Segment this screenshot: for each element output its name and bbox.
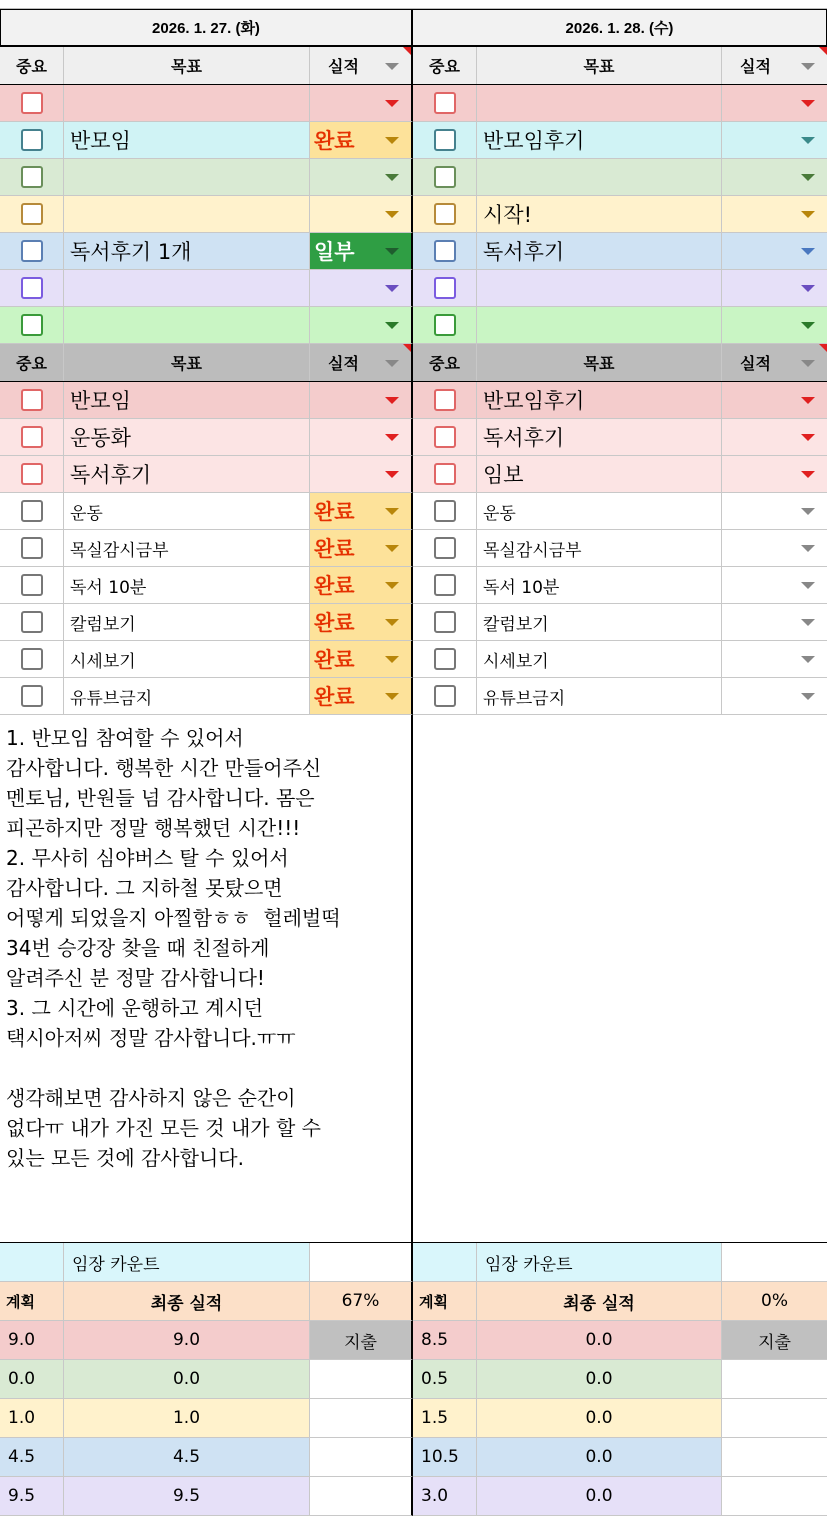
result-dropdown[interactable] xyxy=(310,122,411,158)
count-label: 임장 카운트 xyxy=(477,1243,722,1281)
dropdown-arrow-icon[interactable] xyxy=(385,656,399,663)
final-value: 4.5 xyxy=(64,1438,310,1476)
result-badge: 완료 xyxy=(314,685,355,709)
importance-cell xyxy=(0,678,64,714)
checkbox[interactable] xyxy=(434,92,456,114)
summary-header-row xyxy=(413,1282,827,1321)
top-goal-row xyxy=(0,122,413,159)
checkbox[interactable] xyxy=(434,574,456,596)
importance-cell xyxy=(0,456,64,492)
completion-percent: 0% xyxy=(761,1291,788,1311)
final-value: 1.0 xyxy=(64,1399,310,1437)
result-dropdown[interactable] xyxy=(722,122,827,158)
result-dropdown[interactable] xyxy=(722,493,827,529)
top-goal-row xyxy=(413,122,827,159)
habit-label[interactable]: 유튜브금지 xyxy=(64,678,310,714)
goal-cell[interactable] xyxy=(477,159,722,195)
count-label: 임장 카운트 xyxy=(64,1243,310,1281)
goal-cell[interactable]: 운동화 xyxy=(64,419,310,455)
result-dropdown[interactable] xyxy=(310,159,411,195)
top-goal-row xyxy=(0,159,413,196)
plan-value: 1.5 xyxy=(413,1399,477,1437)
goal-cell[interactable] xyxy=(477,85,722,121)
result-badge: 완료 xyxy=(314,611,355,635)
dropdown-arrow-icon[interactable] xyxy=(801,693,815,700)
result-dropdown[interactable] xyxy=(722,307,827,343)
habit-row xyxy=(0,604,413,641)
dropdown-arrow-icon[interactable] xyxy=(801,545,815,552)
priority-goal-row xyxy=(0,419,413,456)
importance-cell xyxy=(0,85,64,121)
checkbox[interactable] xyxy=(21,240,43,262)
importance-cell xyxy=(0,122,64,158)
count-value xyxy=(310,1243,411,1281)
final-value: 0.0 xyxy=(64,1360,310,1398)
dropdown-arrow-icon[interactable] xyxy=(801,508,815,515)
importance-cell xyxy=(413,196,477,232)
expense-cell xyxy=(722,1360,827,1398)
goal-cell[interactable]: 반모임 xyxy=(64,122,310,158)
summary-row xyxy=(0,1360,413,1399)
day-pane xyxy=(413,0,827,1534)
goal-cell[interactable]: 임보 xyxy=(477,456,722,492)
checkbox[interactable] xyxy=(21,685,43,707)
dropdown-arrow-icon[interactable] xyxy=(801,434,815,441)
expense-label: 지출 xyxy=(722,1321,827,1359)
goal-cell[interactable] xyxy=(64,270,310,306)
comment-marker-icon xyxy=(819,344,827,352)
result-header-label: 실적 xyxy=(328,57,359,76)
goal-cell[interactable]: 시작! xyxy=(477,196,722,232)
habit-label[interactable]: 칼럼보기 xyxy=(477,604,722,640)
checkbox[interactable] xyxy=(434,203,456,225)
result-dropdown[interactable] xyxy=(310,233,411,269)
checkbox[interactable] xyxy=(21,389,43,411)
habit-row xyxy=(0,567,413,604)
importance-cell xyxy=(0,419,64,455)
habit-label[interactable]: 운동 xyxy=(64,493,310,529)
summary-row xyxy=(413,1360,827,1399)
importance-cell xyxy=(0,233,64,269)
checkbox[interactable] xyxy=(21,574,43,596)
top-goal-row xyxy=(413,307,827,344)
result-dropdown[interactable] xyxy=(722,604,827,640)
goal-cell[interactable] xyxy=(64,159,310,195)
importance-cell xyxy=(0,530,64,566)
importance-cell xyxy=(413,419,477,455)
dropdown-arrow-icon[interactable] xyxy=(801,100,815,107)
filter-dropdown-icon[interactable] xyxy=(801,63,815,70)
plan-value: 0.0 xyxy=(0,1360,64,1398)
date-header: 2026. 1. 27. (화) xyxy=(0,9,413,47)
result-dropdown[interactable] xyxy=(722,159,827,195)
dropdown-arrow-icon[interactable] xyxy=(801,137,815,144)
priority-goal-row xyxy=(413,382,827,419)
goal-cell[interactable]: 반모임후기 xyxy=(477,382,722,418)
habit-row xyxy=(413,604,827,641)
checkbox[interactable] xyxy=(21,92,43,114)
checkbox[interactable] xyxy=(434,129,456,151)
checkbox[interactable] xyxy=(434,685,456,707)
summary-row xyxy=(0,1477,413,1516)
expense-cell xyxy=(310,1477,411,1515)
dropdown-arrow-icon[interactable] xyxy=(385,322,399,329)
checkbox[interactable] xyxy=(21,463,43,485)
habit-label[interactable]: 목실감시금부 xyxy=(477,530,722,566)
count-row xyxy=(0,1243,413,1282)
comment-marker-icon xyxy=(403,47,411,55)
expense-cell xyxy=(722,1477,827,1515)
result-dropdown[interactable] xyxy=(310,493,411,529)
plan-value: 9.0 xyxy=(0,1321,64,1359)
importance-cell xyxy=(0,196,64,232)
result-dropdown[interactable] xyxy=(722,270,827,306)
importance-cell xyxy=(413,641,477,677)
top-goal-row xyxy=(413,85,827,122)
importance-header: 중요 xyxy=(0,47,64,84)
final-value: 0.0 xyxy=(477,1438,722,1476)
result-dropdown[interactable] xyxy=(310,641,411,677)
importance-cell xyxy=(413,530,477,566)
gratitude-notes[interactable] xyxy=(413,715,827,1243)
expense-cell xyxy=(310,1438,411,1476)
checkbox[interactable] xyxy=(434,426,456,448)
summary-row xyxy=(413,1399,827,1438)
expense-cell xyxy=(722,1438,827,1476)
goal-cell[interactable]: 반모임후기 xyxy=(477,122,722,158)
habit-row xyxy=(413,567,827,604)
habit-row xyxy=(0,641,413,678)
importance-cell xyxy=(0,307,64,343)
completion-percent: 67% xyxy=(341,1291,380,1311)
result-dropdown[interactable] xyxy=(310,678,411,714)
importance-cell xyxy=(413,122,477,158)
result-badge: 완료 xyxy=(314,648,355,672)
checkbox[interactable] xyxy=(21,277,43,299)
result-dropdown[interactable] xyxy=(310,270,411,306)
filter-dropdown-icon[interactable] xyxy=(385,63,399,70)
result-dropdown[interactable] xyxy=(310,196,411,232)
priority-goal-row xyxy=(413,456,827,493)
result-badge: 완료 xyxy=(314,537,355,561)
day-pane xyxy=(0,0,413,1534)
count-spacer xyxy=(0,1243,64,1281)
habit-label[interactable]: 독서 10분 xyxy=(477,567,722,603)
result-dropdown[interactable] xyxy=(722,530,827,566)
final-value: 0.0 xyxy=(477,1477,722,1515)
importance-cell xyxy=(413,307,477,343)
final-value: 9.5 xyxy=(64,1477,310,1515)
dropdown-arrow-icon[interactable] xyxy=(801,619,815,626)
checkbox[interactable] xyxy=(21,537,43,559)
importance-cell xyxy=(413,382,477,418)
dropdown-arrow-icon[interactable] xyxy=(385,248,399,255)
dropdown-arrow-icon[interactable] xyxy=(385,545,399,552)
plan-value: 9.5 xyxy=(0,1477,64,1515)
summary-row xyxy=(413,1321,827,1360)
final-result-label: 최종 실적 xyxy=(64,1282,310,1320)
goal-cell[interactable] xyxy=(477,270,722,306)
dropdown-arrow-icon[interactable] xyxy=(801,248,815,255)
habit-label[interactable]: 운동 xyxy=(477,493,722,529)
importance-cell xyxy=(413,567,477,603)
result-dropdown[interactable] xyxy=(722,85,827,121)
result-dropdown[interactable] xyxy=(310,604,411,640)
dropdown-arrow-icon[interactable] xyxy=(385,174,399,181)
goal-cell[interactable]: 반모임 xyxy=(64,382,310,418)
importance-cell xyxy=(413,159,477,195)
dropdown-arrow-icon[interactable] xyxy=(801,174,815,181)
checkbox[interactable] xyxy=(21,500,43,522)
top-goal-row xyxy=(0,270,413,307)
checkbox[interactable] xyxy=(434,463,456,485)
dropdown-arrow-icon[interactable] xyxy=(801,397,815,404)
habit-label[interactable]: 시세보기 xyxy=(64,641,310,677)
top-goal-row xyxy=(0,307,413,344)
final-value: 0.0 xyxy=(477,1360,722,1398)
result-header-label: 실적 xyxy=(740,354,771,373)
comment-marker-icon xyxy=(403,344,411,352)
importance-cell xyxy=(0,604,64,640)
goal-cell[interactable] xyxy=(64,196,310,232)
checkbox[interactable] xyxy=(21,203,43,225)
goals-header-row xyxy=(413,344,827,382)
dropdown-arrow-icon[interactable] xyxy=(385,582,399,589)
habit-label[interactable]: 독서 10분 xyxy=(64,567,310,603)
checkbox[interactable] xyxy=(434,648,456,670)
plan-value: 1.0 xyxy=(0,1399,64,1437)
habit-label[interactable]: 목실감시금부 xyxy=(64,530,310,566)
habit-label[interactable]: 시세보기 xyxy=(477,641,722,677)
plan-value: 4.5 xyxy=(0,1438,64,1476)
plan-value: 10.5 xyxy=(413,1438,477,1476)
habit-row xyxy=(0,493,413,530)
importance-cell xyxy=(413,604,477,640)
checkbox[interactable] xyxy=(21,648,43,670)
importance-cell xyxy=(413,456,477,492)
goal-cell[interactable]: 독서후기 1개 xyxy=(64,233,310,269)
dropdown-arrow-icon[interactable] xyxy=(385,285,399,292)
gratitude-notes[interactable]: 1. 반모임 참여할 수 있어서 감사합니다. 행복한 시간 만들어주신 멘토님, 반원들 넘 감사합니다. 몸은 피곤하지만 정말 행복했던 시간!!! 2. 무사히 심야버스 탈 수 있어서 감사합니다. 그 지하철 못탔으면 어떻게 되었을지 아찔함ㅎㅎ 헐레벌떡 34번 승강장 찾을 때 친절하게 알려주신 분 정말 감사합니다! 3. 그 시간에 운행하고 계시던 택시아저씨 정말 감사합니다.ㅠㅠ 생각해보면 감사하지 않은 순간이 없다ㅠ 내가 가진 모든 것 내가 할 수 있는 모든 것에 감사합니다. xyxy=(0,715,413,1243)
count-value xyxy=(722,1243,827,1281)
plan-label: 계획 xyxy=(0,1282,64,1320)
result-badge: 완료 xyxy=(314,500,355,524)
top-goal-row xyxy=(413,159,827,196)
dropdown-arrow-icon[interactable] xyxy=(385,397,399,404)
result-header[interactable] xyxy=(310,344,411,381)
top-goal-row xyxy=(0,196,413,233)
checkbox[interactable] xyxy=(434,166,456,188)
goal-header: 목표 xyxy=(64,47,310,84)
top-goal-row xyxy=(0,85,413,122)
habit-row xyxy=(413,530,827,567)
dropdown-arrow-icon[interactable] xyxy=(385,508,399,515)
result-dropdown[interactable] xyxy=(722,419,827,455)
goal-header: 목표 xyxy=(64,344,310,381)
checkbox[interactable] xyxy=(434,240,456,262)
dropdown-arrow-icon[interactable] xyxy=(385,100,399,107)
importance-cell xyxy=(413,233,477,269)
importance-cell xyxy=(413,493,477,529)
dropdown-arrow-icon[interactable] xyxy=(385,434,399,441)
plan-value: 8.5 xyxy=(413,1321,477,1359)
checkbox[interactable] xyxy=(434,611,456,633)
result-dropdown[interactable] xyxy=(310,419,411,455)
final-value: 9.0 xyxy=(64,1321,310,1359)
result-badge: 완료 xyxy=(314,574,355,598)
goal-cell[interactable]: 독서후기 xyxy=(64,456,310,492)
summary-row xyxy=(0,1438,413,1477)
result-header[interactable] xyxy=(722,344,827,381)
summary-header-row xyxy=(0,1282,413,1321)
checkbox[interactable] xyxy=(434,537,456,559)
result-dropdown[interactable] xyxy=(310,307,411,343)
expense-cell xyxy=(722,1399,827,1437)
goal-header: 목표 xyxy=(477,344,722,381)
dropdown-arrow-icon[interactable] xyxy=(801,285,815,292)
result-header-label: 실적 xyxy=(328,354,359,373)
goal-cell[interactable] xyxy=(64,85,310,121)
result-header[interactable] xyxy=(310,47,411,84)
checkbox[interactable] xyxy=(21,611,43,633)
result-dropdown[interactable] xyxy=(310,456,411,492)
checkbox[interactable] xyxy=(21,166,43,188)
importance-cell xyxy=(0,493,64,529)
result-dropdown[interactable] xyxy=(722,456,827,492)
column-header-strip xyxy=(0,0,413,9)
top-goal-row xyxy=(0,233,413,270)
final-value: 0.0 xyxy=(477,1399,722,1437)
goals-header-row xyxy=(0,47,413,85)
goals-header-row xyxy=(0,344,413,382)
habit-label[interactable]: 칼럼보기 xyxy=(64,604,310,640)
checkbox[interactable] xyxy=(21,129,43,151)
summary-row xyxy=(0,1321,413,1360)
checkbox[interactable] xyxy=(434,314,456,336)
plan-label: 계획 xyxy=(413,1282,477,1320)
habit-label[interactable]: 유튜브금지 xyxy=(477,678,722,714)
final-result-label: 최종 실적 xyxy=(477,1282,722,1320)
plan-value: 3.0 xyxy=(413,1477,477,1515)
plan-value: 0.5 xyxy=(413,1360,477,1398)
summary-row xyxy=(0,1399,413,1438)
result-header[interactable] xyxy=(722,47,827,84)
result-badge: 일부 xyxy=(314,240,355,264)
filter-dropdown-icon[interactable] xyxy=(801,360,815,367)
expense-cell xyxy=(310,1399,411,1437)
importance-cell xyxy=(413,85,477,121)
goal-cell[interactable] xyxy=(477,307,722,343)
importance-header: 중요 xyxy=(413,47,477,84)
dropdown-arrow-icon[interactable] xyxy=(385,137,399,144)
count-row xyxy=(413,1243,827,1282)
habit-row xyxy=(0,678,413,715)
dropdown-arrow-icon[interactable] xyxy=(801,471,815,478)
expense-label: 지출 xyxy=(310,1321,411,1359)
result-dropdown[interactable] xyxy=(722,678,827,714)
habit-row xyxy=(413,641,827,678)
result-dropdown[interactable] xyxy=(310,530,411,566)
result-dropdown[interactable] xyxy=(310,382,411,418)
goal-cell[interactable] xyxy=(64,307,310,343)
dropdown-arrow-icon[interactable] xyxy=(385,619,399,626)
habit-row xyxy=(413,678,827,715)
goals-header-row xyxy=(413,47,827,85)
habit-row xyxy=(413,493,827,530)
date-header: 2026. 1. 28. (수) xyxy=(413,9,827,47)
result-dropdown[interactable] xyxy=(722,196,827,232)
result-dropdown[interactable] xyxy=(722,382,827,418)
result-dropdown[interactable] xyxy=(310,85,411,121)
importance-cell xyxy=(413,270,477,306)
checkbox[interactable] xyxy=(434,389,456,411)
expense-cell xyxy=(310,1360,411,1398)
result-header-label: 실적 xyxy=(740,57,771,76)
importance-cell xyxy=(0,641,64,677)
top-goal-row xyxy=(413,233,827,270)
result-dropdown[interactable] xyxy=(722,233,827,269)
importance-cell xyxy=(0,567,64,603)
result-dropdown[interactable] xyxy=(722,641,827,677)
goal-cell[interactable]: 독서후기 xyxy=(477,419,722,455)
comment-marker-icon xyxy=(819,47,827,55)
checkbox[interactable] xyxy=(434,500,456,522)
importance-header: 중요 xyxy=(0,344,64,381)
final-value: 0.0 xyxy=(477,1321,722,1359)
goal-cell[interactable]: 독서후기 xyxy=(477,233,722,269)
column-header-strip xyxy=(413,0,827,9)
goal-header: 목표 xyxy=(477,47,722,84)
filter-dropdown-icon[interactable] xyxy=(385,360,399,367)
top-goal-row xyxy=(413,196,827,233)
summary-row xyxy=(413,1438,827,1477)
result-badge: 완료 xyxy=(314,129,355,153)
dropdown-arrow-icon[interactable] xyxy=(385,693,399,700)
priority-goal-row xyxy=(0,382,413,419)
dropdown-arrow-icon[interactable] xyxy=(385,471,399,478)
importance-cell xyxy=(0,159,64,195)
checkbox[interactable] xyxy=(434,277,456,299)
result-dropdown[interactable] xyxy=(310,567,411,603)
dropdown-arrow-icon[interactable] xyxy=(801,211,815,218)
checkbox[interactable] xyxy=(21,314,43,336)
habit-row xyxy=(0,530,413,567)
top-goal-row xyxy=(413,270,827,307)
dropdown-arrow-icon[interactable] xyxy=(801,656,815,663)
priority-goal-row xyxy=(0,456,413,493)
summary-row xyxy=(413,1477,827,1516)
count-spacer xyxy=(413,1243,477,1281)
dropdown-arrow-icon[interactable] xyxy=(385,211,399,218)
result-dropdown[interactable] xyxy=(722,567,827,603)
dropdown-arrow-icon[interactable] xyxy=(801,582,815,589)
priority-goal-row xyxy=(413,419,827,456)
importance-cell xyxy=(0,270,64,306)
checkbox[interactable] xyxy=(21,426,43,448)
importance-cell xyxy=(413,678,477,714)
importance-cell xyxy=(0,382,64,418)
dropdown-arrow-icon[interactable] xyxy=(801,322,815,329)
importance-header: 중요 xyxy=(413,344,477,381)
